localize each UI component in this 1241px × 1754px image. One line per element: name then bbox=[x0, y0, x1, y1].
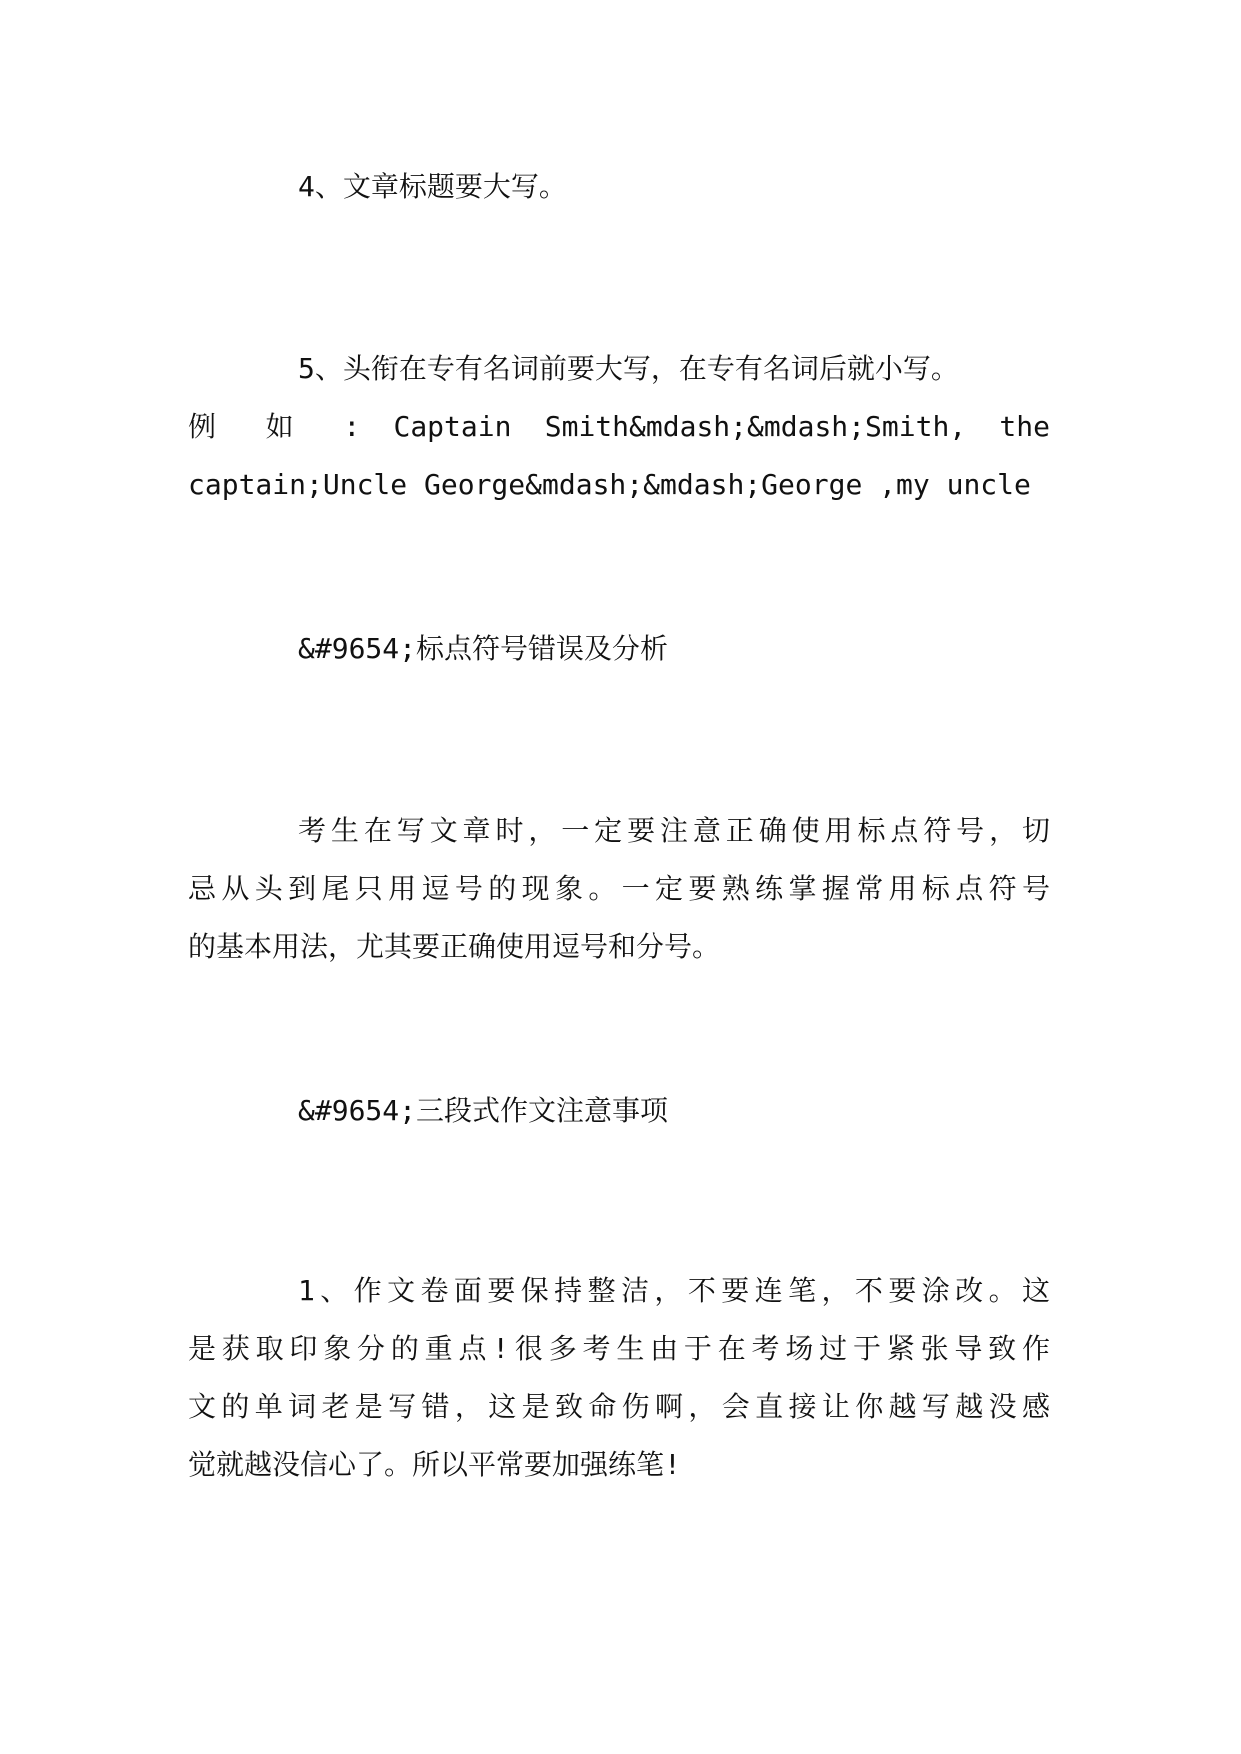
section-heading-text: &#9654;标点符号错误及分析 bbox=[298, 632, 669, 665]
paragraph-line: 文的单词老是写错，这是致命伤啊，会直接让你越写越没感 bbox=[188, 1390, 1050, 1423]
paragraph-line-example: captain;Uncle George&mdash;&mdash;George ,my uncle bbox=[188, 468, 1031, 501]
paragraph-line: 的基本用法，尤其要正确使用逗号和分号。 bbox=[188, 930, 721, 963]
paragraph-line: 忌从头到尾只用逗号的现象。一定要熟练掌握常用标点符号 bbox=[188, 872, 1050, 905]
section-heading-punctuation bbox=[188, 620, 1050, 678]
section-heading-text: &#9654;三段式作文注意事项 bbox=[298, 1094, 669, 1127]
paragraph-line-example: 例 如 : Captain Smith&mdash;&mdash;Smith, the bbox=[188, 410, 1050, 443]
paragraph-capitalize-title bbox=[188, 158, 1050, 216]
section-heading-three-part-essay bbox=[188, 1082, 1050, 1140]
paragraph-line: 5、头衔在专有名词前要大写，在专有名词后就小写。 bbox=[298, 352, 959, 385]
paragraph-line: 4、文章标题要大写。 bbox=[298, 170, 567, 203]
paragraph-line: 1、作文卷面要保持整洁，不要连笔，不要涂改。这 bbox=[298, 1274, 1050, 1307]
paragraph-punctuation-advice bbox=[188, 802, 1050, 976]
paragraph-neatness-advice bbox=[188, 1262, 1050, 1494]
paragraph-line: 觉就越没信心了。所以平常要加强练笔! bbox=[188, 1448, 681, 1481]
paragraph-title-capitalization bbox=[188, 340, 1050, 514]
paragraph-line: 是获取印象分的重点!很多考生由于在考场过于紧张导致作 bbox=[188, 1332, 1050, 1365]
paragraph-line: 考生在写文章时，一定要注意正确使用标点符号，切 bbox=[298, 814, 1050, 847]
